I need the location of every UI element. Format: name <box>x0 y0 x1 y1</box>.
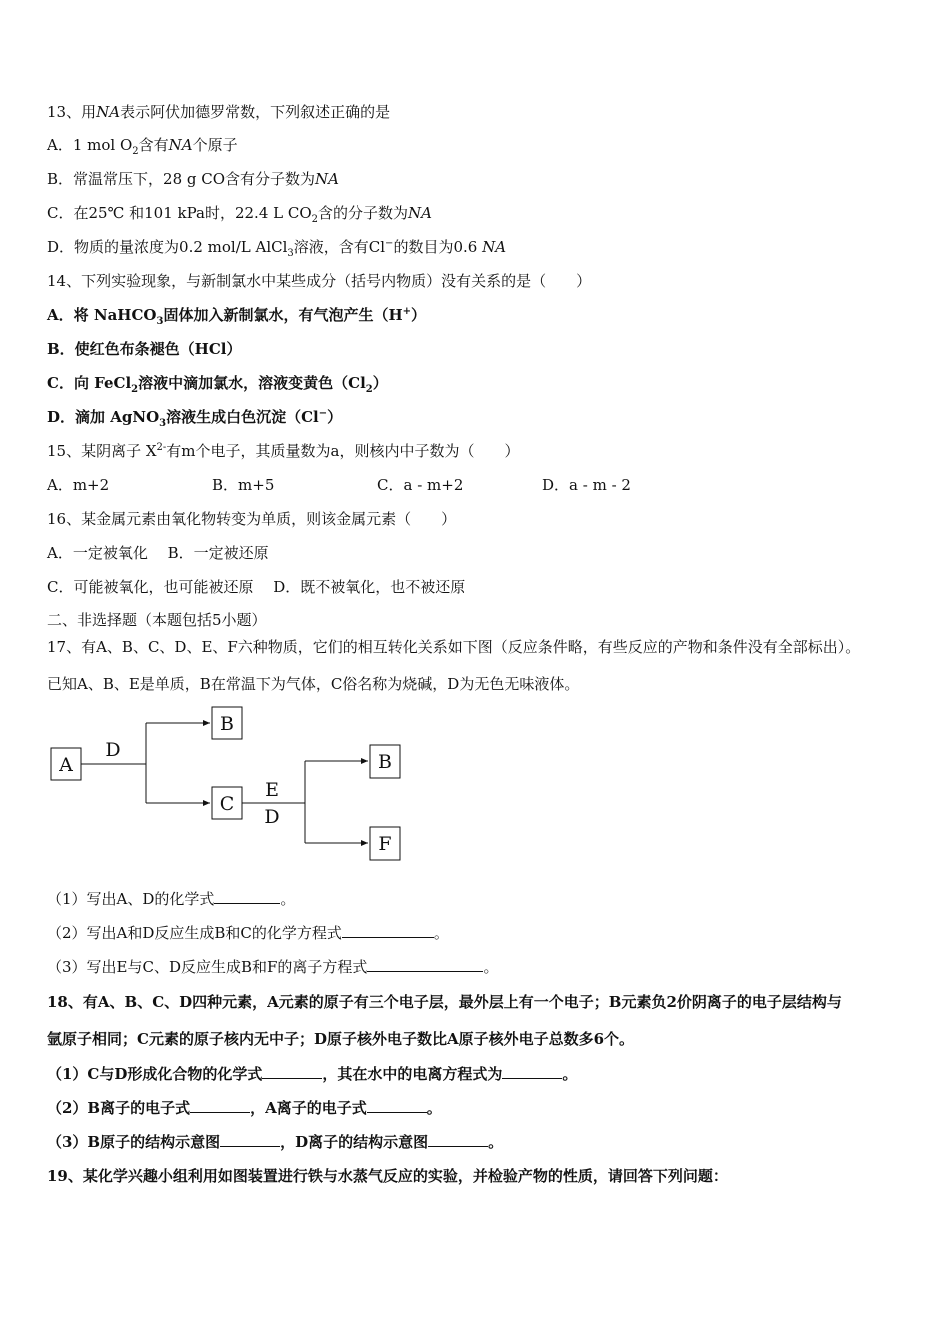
answer-blank[interactable] <box>220 1132 280 1147</box>
answer-blank[interactable] <box>367 1098 427 1113</box>
q18-part2: （2）B离子的电子式 ，A离子的电子式 。 <box>47 1099 442 1117</box>
q15-option-d: D．a - m - 2 <box>542 476 631 494</box>
q17-part2: （2）写出A和D反应生成B和C的化学方程式 。 <box>47 924 449 942</box>
q13-option-b: B．常温常压下，28 g CO含有分子数为NA <box>47 170 339 188</box>
q13-option-c: C．在25℃ 和101 kPa时，22.4 L $CO_2$含的分子数为NA <box>47 204 432 225</box>
diagram-label-d2: D <box>264 806 280 828</box>
q17-part1: （1）写出A、D的化学式 。 <box>47 890 296 908</box>
answer-blank[interactable] <box>428 1132 488 1147</box>
diagram-label-c: C <box>219 793 235 815</box>
q16-stem: 16、某金属元素由氧化物转变为单质，则该金属元素（ ） <box>47 510 457 528</box>
answer-blank[interactable] <box>342 923 434 938</box>
q14-option-c: C．向 FeCl$_2$溶液中滴加氯水，溶液变黄色$(Cl_2)$ <box>47 374 388 395</box>
answer-blank[interactable] <box>190 1098 250 1113</box>
q19-stem: 19、某化学兴趣小组利用如图装置进行铁与水蒸气反应的实验，并检验产物的性质，请回答下列问题： <box>47 1167 728 1185</box>
q13-option-d: D．物质的量浓度为0.2 mol/L AlCl$_3$溶液，含有Cl−的数目为0.6 NA <box>47 238 507 259</box>
q14-option-b: B．使红色布条褪色（HCl） <box>47 340 242 358</box>
diagram-label-b1: B <box>220 713 234 735</box>
diagram-label-f: F <box>378 833 392 855</box>
q17-part3: （3）写出E与C、D反应生成B和F的离子方程式 。 <box>47 958 499 976</box>
q14-option-a: A．将 NaHCO$_3$固体加入新制氯水，有气泡产生（H+） <box>47 306 427 327</box>
q18-stem-line1: 18、有A、B、C、D四种元素，A元素的原子有三个电子层，最外层上有一个电子；B元素负2价阴离子的电子层结构与 <box>47 993 842 1011</box>
q15-option-c: C．a - m+2 <box>377 476 464 494</box>
answer-blank[interactable] <box>367 957 483 972</box>
diagram-label-b2: B <box>378 751 392 773</box>
answer-blank[interactable] <box>502 1064 562 1079</box>
answer-blank[interactable] <box>262 1064 322 1079</box>
answer-blank[interactable] <box>214 889 280 904</box>
q13-option-a: A．1 mol $O_2$含有NA个原子 <box>47 136 238 157</box>
q17-stem-line1: 17、有A、B、C、D、E、F六种物质，它们的相互转化关系如下图（反应条件略，有些反应的产物和条件没有全部标出）。 <box>47 638 861 656</box>
q18-part3: （3）B原子的结构示意图 ，D离子的结构示意图 。 <box>47 1133 504 1151</box>
diagram-label-e: E <box>265 779 279 801</box>
diagram-label-a: A <box>59 754 73 776</box>
q16-options-ab: A．一定被氧化 B．一定被还原 <box>47 544 269 562</box>
q15-stem: 15、某阴离子 $X^{2-}$有m个电子，其质量数为a，则核内中子数为（ ） <box>47 442 520 460</box>
q15-option-b: B．m+5 <box>212 476 275 494</box>
q14-option-d: D．滴加 AgNO$_3$溶液生成白色沉淀（Cl−） <box>47 408 343 429</box>
q18-stem-line2: 氩原子相同；C元素的原子核内无中子；D原子核外电子数比A原子核外电子总数多6个。 <box>47 1030 635 1048</box>
q14-stem: 14、下列实验现象，与新制氯水中某些成分（括号内物质）没有关系的是（ ） <box>47 272 592 290</box>
q13-stem: 13、用NA表示阿伏加德罗常数，下列叙述正确的是 <box>47 103 391 121</box>
q17-stem-line2: 已知A、B、E是单质，B在常温下为气体，C俗名称为烧碱，D为无色无味液体。 <box>47 675 580 693</box>
section-heading: 二、非选择题（本题包括5小题） <box>47 611 267 629</box>
q18-part1: （1）C与D形成化合物的化学式 ，其在水中的电离方程式为 。 <box>47 1065 578 1083</box>
q15-option-a: A．m+2 <box>47 476 110 494</box>
diagram-label-d1: D <box>105 739 121 761</box>
q16-options-cd: C．可能被氧化，也可能被还原 D．既不被氧化，也不被还原 <box>47 578 466 596</box>
